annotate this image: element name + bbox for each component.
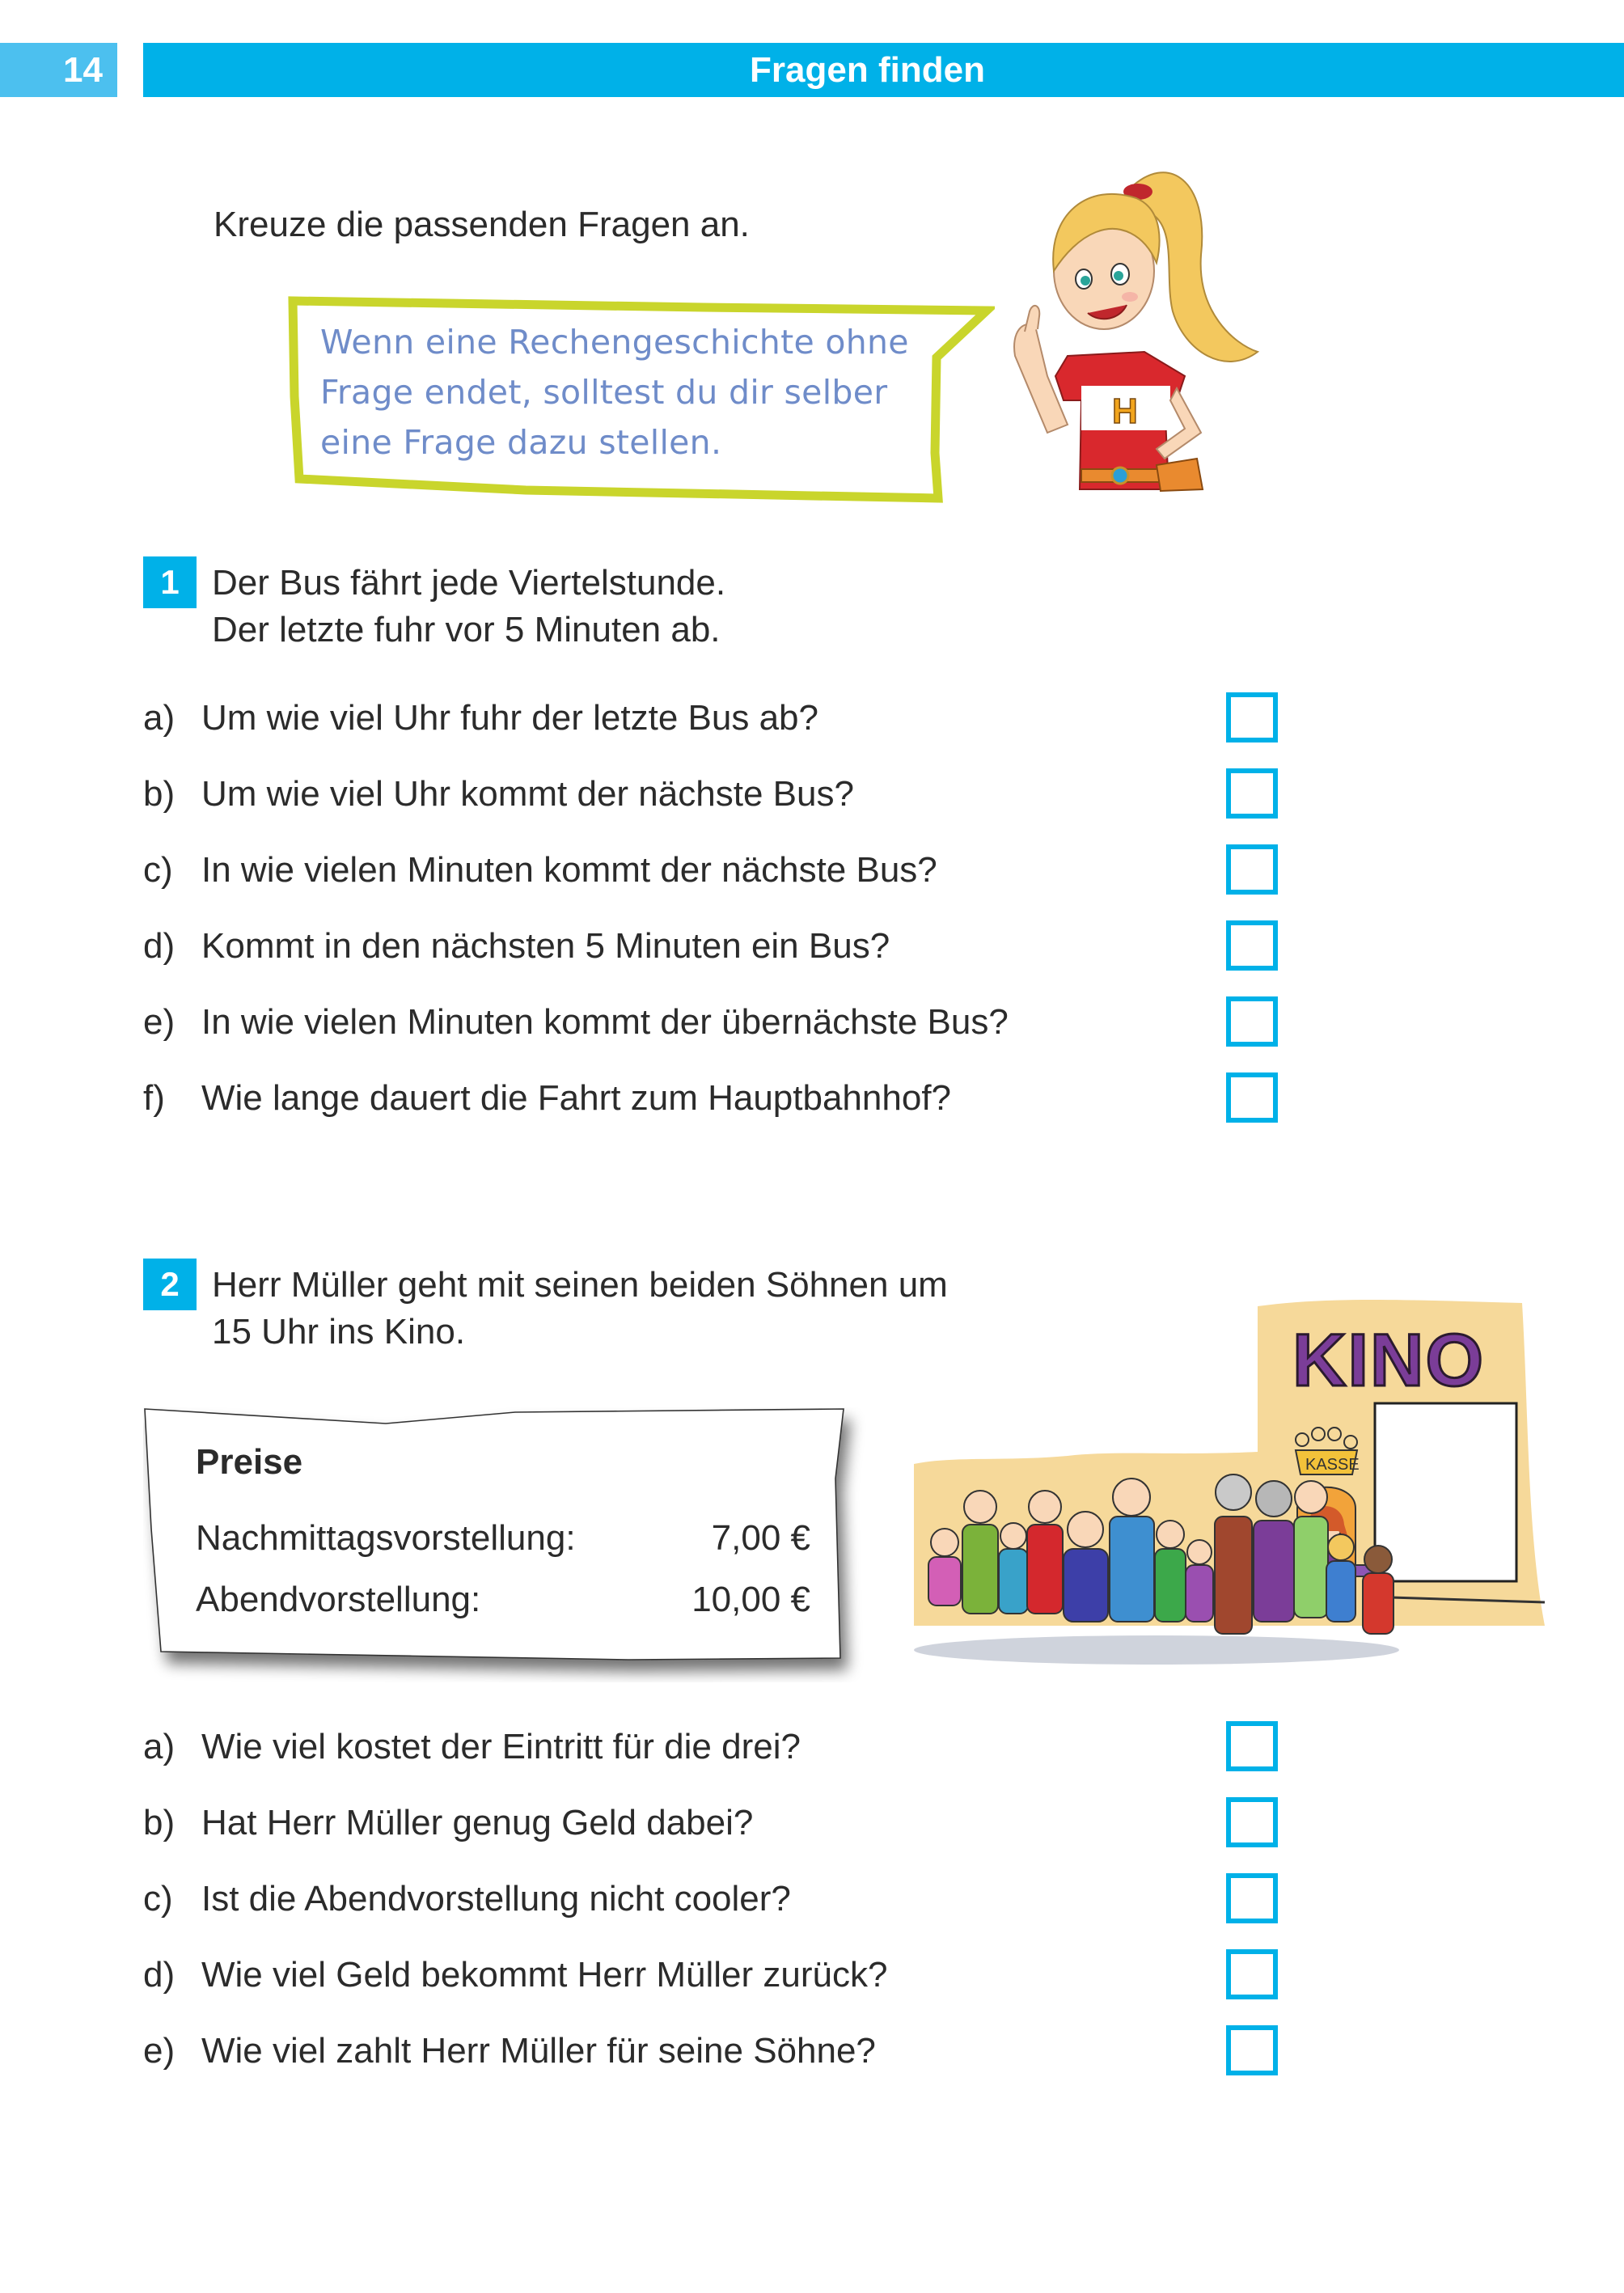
prices-title: Preise	[196, 1442, 303, 1482]
shirt-letter: H	[1112, 391, 1138, 431]
task1-question-f	[143, 1074, 1284, 1123]
answer-checkbox[interactable]	[1226, 1873, 1278, 1923]
question-text: Hat Herr Müller genug Geld dabei?	[201, 1803, 754, 1842]
task2-question-b	[143, 1799, 1284, 1847]
answer-checkbox[interactable]	[1226, 768, 1278, 819]
task-number-badge: 2	[143, 1259, 197, 1310]
question-letter: c)	[143, 850, 173, 890]
question-letter: b)	[143, 774, 176, 814]
page-number: 14	[0, 43, 117, 97]
task1-question-a	[143, 694, 1284, 742]
answer-checkbox[interactable]	[1226, 2025, 1278, 2075]
question-text: Wie viel zahlt Herr Müller für seine Söhne?	[201, 2031, 876, 2071]
answer-checkbox[interactable]	[1226, 844, 1278, 895]
task-number-badge: 1	[143, 556, 197, 608]
task2-line: Herr Müller geht mit seinen beiden Söhnen um	[212, 1265, 948, 1305]
question-letter: d)	[143, 1955, 176, 1995]
answer-checkbox[interactable]	[1226, 996, 1278, 1047]
question-text: Wie viel kostet der Eintritt für die drei?	[201, 1727, 801, 1766]
price-row-afternoon	[196, 1514, 810, 1563]
question-letter: e)	[143, 2031, 176, 2071]
task1-statement	[212, 560, 725, 654]
answer-checkbox[interactable]	[1226, 1721, 1278, 1771]
answer-checkbox[interactable]	[1226, 692, 1278, 742]
question-letter: b)	[143, 1803, 176, 1842]
question-text: Ist die Abendvorstellung nicht cooler?	[201, 1879, 791, 1919]
price-value: 7,00 €	[711, 1518, 810, 1558]
kino-sign: KINO	[1292, 1319, 1485, 1402]
question-letter: d)	[143, 926, 176, 966]
task2-question-a	[143, 1723, 1284, 1771]
kasse-sign: KASSE	[1305, 1456, 1360, 1474]
question-letter: f)	[143, 1078, 165, 1118]
task1-question-e	[143, 998, 1284, 1047]
task2-question-c	[143, 1875, 1284, 1923]
price-label: Nachmittagsvorstellung:	[196, 1518, 576, 1558]
tip-bubble-text	[320, 317, 935, 467]
task1-line: Der Bus fährt jede Viertelstunde.	[212, 563, 726, 603]
question-text: In wie vielen Minuten kommt der übernächste Bus?	[201, 1002, 1009, 1042]
answer-checkbox[interactable]	[1226, 1797, 1278, 1847]
question-letter: a)	[143, 698, 176, 738]
tip-line: eine Frage dazu stellen.	[320, 423, 722, 462]
task2-statement	[212, 1262, 948, 1356]
task1-question-d	[143, 922, 1284, 971]
task2-question-e	[143, 2027, 1284, 2075]
tip-line: Wenn eine Rechengeschichte ohne	[320, 323, 909, 362]
question-text: Wie viel Geld bekommt Herr Müller zurück?	[201, 1955, 888, 1995]
price-value: 10,00 €	[691, 1580, 810, 1619]
mascot-girl-illustration	[991, 158, 1266, 497]
tip-line: Frage endet, solltest du dir selber	[320, 373, 888, 412]
question-text: Wie lange dauert die Fahrt zum Hauptbahnhof?	[201, 1078, 952, 1118]
page-title: Fragen finden	[750, 50, 985, 90]
task2-question-d	[143, 1951, 1284, 1999]
task1-question-c	[143, 846, 1284, 895]
question-letter: e)	[143, 1002, 176, 1042]
price-label: Abendvorstellung:	[196, 1580, 481, 1619]
task1-line: Der letzte fuhr vor 5 Minuten ab.	[212, 610, 721, 649]
question-text: Um wie viel Uhr fuhr der letzte Bus ab?	[201, 698, 818, 738]
price-row-evening	[196, 1576, 810, 1624]
cinema-queue-illustration	[906, 1290, 1553, 1670]
question-text: In wie vielen Minuten kommt der nächste Bus?	[201, 850, 937, 890]
answer-checkbox[interactable]	[1226, 1949, 1278, 1999]
task1-question-b	[143, 770, 1284, 819]
page-title-bar	[143, 43, 1624, 97]
question-letter: c)	[143, 1879, 173, 1919]
instruction-text: Kreuze die passenden Fragen an.	[214, 205, 750, 244]
question-text: Um wie viel Uhr kommt der nächste Bus?	[201, 774, 854, 814]
task2-line: 15 Uhr ins Kino.	[212, 1312, 466, 1352]
question-text: Kommt in den nächsten 5 Minuten ein Bus?	[201, 926, 890, 966]
answer-checkbox[interactable]	[1226, 1072, 1278, 1123]
answer-checkbox[interactable]	[1226, 920, 1278, 971]
question-letter: a)	[143, 1727, 176, 1766]
